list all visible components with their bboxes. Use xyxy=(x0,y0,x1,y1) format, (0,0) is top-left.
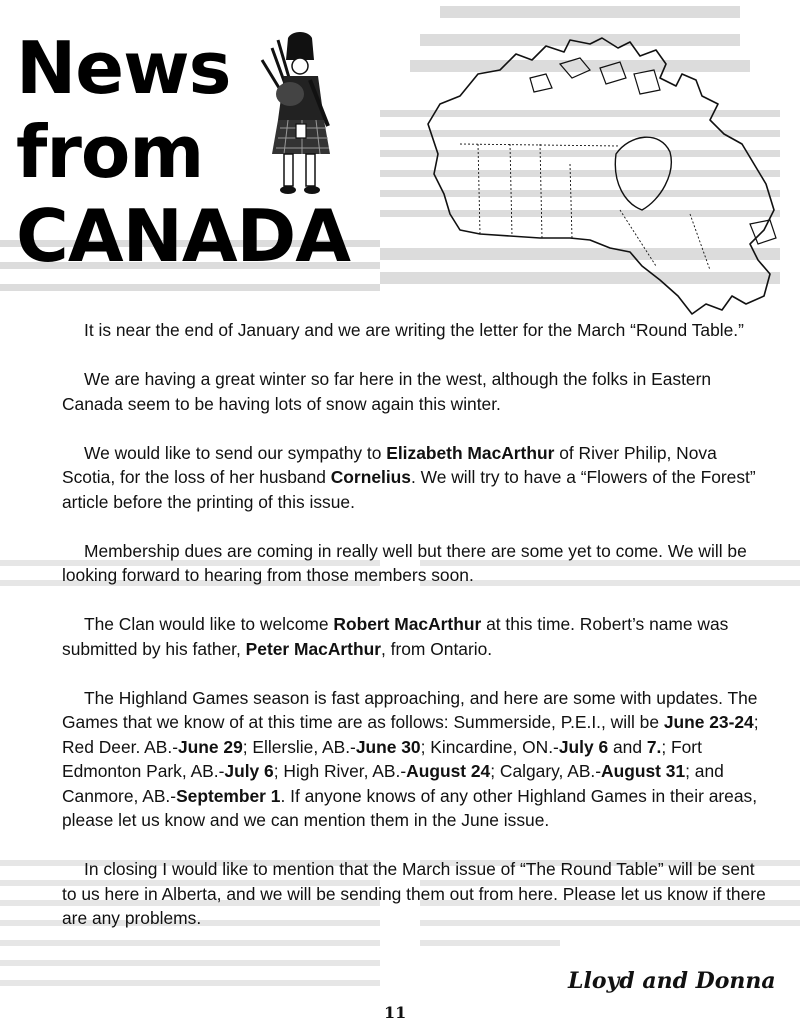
paragraph xyxy=(62,686,767,833)
paragraph-text: . We will try to have a “Flowers of the Forest” article before the printing of this issue. xyxy=(62,467,756,512)
paragraph-text: , from Ontario. xyxy=(380,638,493,659)
paragraph-text: The Clan would like to welcome xyxy=(84,614,334,634)
headline-line-2: from xyxy=(16,110,204,194)
paragraph-text: of River Philip, Nova Scotia, for the loss of her husband xyxy=(62,442,717,487)
letter-body xyxy=(62,318,767,955)
bold-text: July 6 xyxy=(558,736,609,757)
paragraph-text: ; and Canmore, AB.- xyxy=(62,761,724,806)
canada-map-illustration xyxy=(420,34,780,324)
bold-text: 7. xyxy=(646,736,662,757)
paragraph-text: ; Ellerslie, AB.- xyxy=(242,736,356,757)
paragraph-text: We are having a great winter so far here in the west, although the folks in Eastern Canada seem to be having lots of snow again this winter. xyxy=(62,369,712,414)
paragraph-text: Membership dues are coming in really well but there are some yet to come. We will be looking forward to hearing from those members soon. xyxy=(62,540,747,585)
paragraph xyxy=(62,367,767,416)
bold-text: Robert MacArthur xyxy=(333,614,482,634)
bold-text: Cornelius xyxy=(330,467,411,487)
paragraph-text: In closing I would like to mention that the March issue of “The Round Table” will be sent to us here in Alberta, and we will be sending them out from here. Please let us know if there are any problems. xyxy=(62,859,766,928)
bold-text: August 24 xyxy=(406,761,491,781)
bold-text: June 30 xyxy=(355,736,421,757)
paragraph-text: at this time. Robert’s name was submitted by his father, xyxy=(62,614,729,659)
paragraph-text: ; Fort Edmonton Park, AB.- xyxy=(62,736,702,781)
paragraph-text: ; Kincardine, ON.- xyxy=(420,736,559,757)
paragraph xyxy=(62,318,767,343)
paragraph-text: . If anyone knows of any other Highland Games in their areas, please let us know and we can mention them in the June issue. xyxy=(62,785,758,830)
paragraph xyxy=(62,441,767,515)
paragraph xyxy=(62,612,767,661)
paragraph-text: ; High River, AB.- xyxy=(273,761,407,781)
paragraph-text: ; Calgary, AB.- xyxy=(490,761,602,781)
paragraph-text: ; Red Deer. AB.- xyxy=(62,712,759,757)
bold-text: Peter MacArthur xyxy=(245,638,381,659)
paragraph-text: The Highland Games season is fast approaching, and here are some with updates. The Games that we know of at this time are as follows: Summerside, P.E.I., will be xyxy=(62,687,758,732)
paragraph-text: and xyxy=(608,736,647,757)
paragraph-text: It is near the end of January and we are writing the letter for the March “Round Table.” xyxy=(84,320,744,340)
bold-text: July 6 xyxy=(224,761,274,781)
bold-text: September 1 xyxy=(176,785,281,806)
headline-line-1: News xyxy=(16,26,231,110)
bold-text: June 23-24 xyxy=(663,712,754,732)
paragraph xyxy=(62,539,767,588)
page-number: 11 xyxy=(384,1003,407,1022)
bold-text: June 29 xyxy=(178,736,243,757)
bold-text: Elizabeth MacArthur xyxy=(386,442,555,463)
headline-line-3: CANADA xyxy=(16,194,351,278)
bagpiper-illustration xyxy=(248,30,348,200)
signature: Lloyd and Donna xyxy=(568,968,776,994)
bold-text: August 31 xyxy=(601,761,686,781)
paragraph xyxy=(62,857,767,931)
paragraph-text: We would like to send our sympathy to xyxy=(84,442,387,463)
